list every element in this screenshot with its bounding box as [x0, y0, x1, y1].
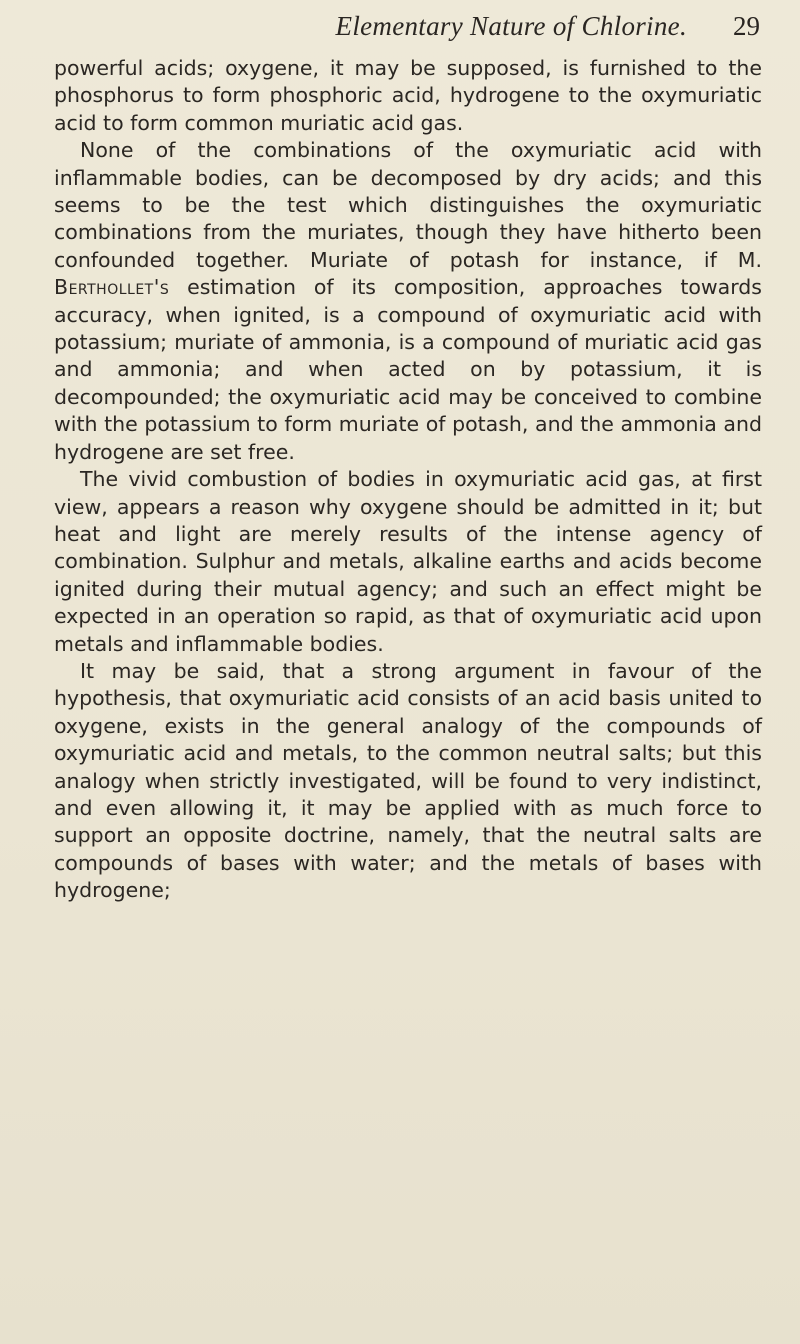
- paragraph-4: It may be said, that a strong argument in favour of the hypothesis, that oxymuriatic acid consists of an acid basis united to oxygene, exists in the general analogy of the compounds of oxymuriatic acid and metals, to the common neutral salts; but this analogy when strictly investigated, will be found to very indistinct, and even allowing it, it may be applied with as much force to support an opposite doctrine, namely, that the neutral salts are compounds of bases with water; and the metals of bases with hydrogene;: [54, 658, 762, 903]
- running-head-title: Elementary Nature of Chlorine.: [335, 11, 687, 41]
- paragraph-3: The vivid combustion of bodies in oxymuriatic acid gas, at first view, appears a reason why oxygene should be admitted in it; but heat and light are merely results of the intense agency of combination. Sulphur and metals, alkaline earths and acids become ignited during their mutual agency; and such an effect might be expected in an operation so rapid, as that of oxymuriatic acid upon metals and inflammable bodies.: [54, 467, 762, 656]
- author-name-berthollet: Berthollet's: [54, 275, 170, 300]
- paragraph-2-part-a: None of the combinations of the oxymuriatic acid with inflammable bodies, can be decomposed by dry acids; and this seems to be the test which distinguishes the oxymuriatic combinations from the muriates, though they have hitherto been confounded together. Muriate of potash for instance, if M.: [54, 138, 762, 272]
- paragraph-2: [54, 137, 762, 466]
- running-head: [160, 0, 760, 40]
- page-number: 29: [733, 11, 760, 41]
- body-text: [54, 55, 762, 905]
- paragraph-1: powerful acids; oxygene, it may be supposed, is furnished to the phosphorus to form phosphoric acid, hydrogene to the oxymuriatic acid to form common muriatic acid gas.: [54, 56, 762, 135]
- paragraph-2-part-b: estimation of its composition, approaches towards accuracy, when ignited, is a compound of oxymuriatic acid with potassium; muriate of ammonia, is a compound of muriatic acid gas and ammonia; and when acted on by potassium, it is decompounded; the oxymuriatic acid may be conceived to combine with the potassium to form muriate of potash, and the ammonia and hydrogene are set free.: [54, 275, 762, 464]
